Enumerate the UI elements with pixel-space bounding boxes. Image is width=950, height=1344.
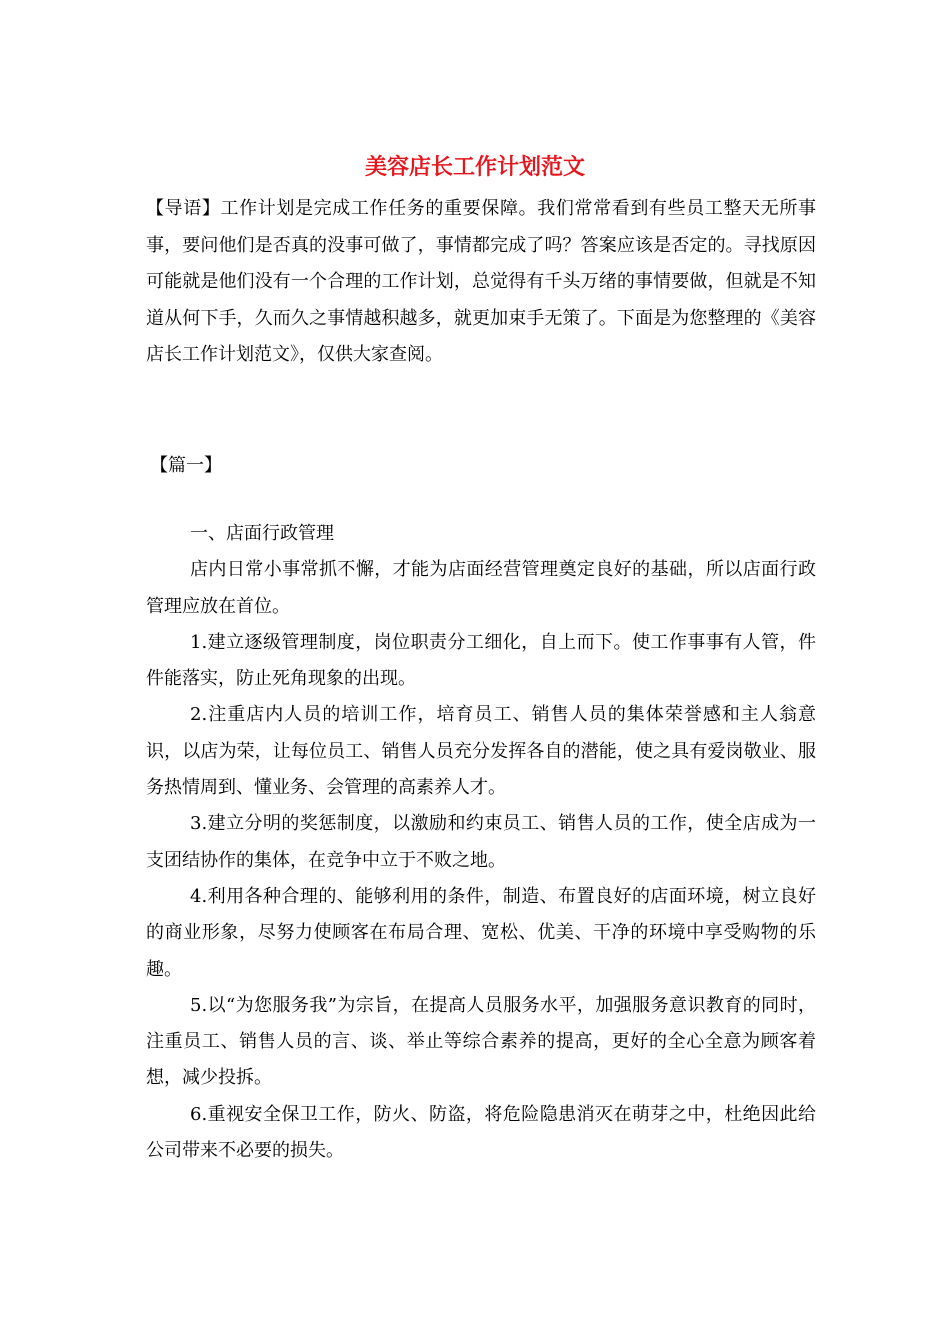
section-heading: 一、店面行政管理 [190, 523, 334, 544]
list-item: 2.注重店内人员的培训工作，培育员工、销售人员的集体荣誉感和主人翁意识，以店为荣，让每位员工、销售人员充分发挥各自的潜能，使之具有爱岗敬业、服务热情周到、懂业务、会管理的高素养人才。 [146, 704, 816, 799]
section-label: 【篇一】 [150, 455, 222, 476]
intro-paragraph: 【导语】工作计划是完成工作任务的重要保障。我们常常看到有些员工整天无所事事，要问他们是否真的没事可做了，事情都完成了吗？答案应该是否定的。寻找原因可能就是他们没有一个合理的工作计划，总觉得有千头万绪的事情要做，但就是不知道从何下手，久而久之事情越积越多，就更加束手无策了。下面是为您整理的《美容店长工作计划范文》，仅供大家查阅。 [146, 198, 816, 365]
body-paragraph: 店内日常小事常抓不懈，才能为店面经营管理奠定良好的基础，所以店面行政管理应放在首位。 [146, 559, 816, 617]
list-item: 6.重视安全保卫工作，防火、防盗，将危险隐患消灭在萌芽之中，杜绝因此给公司带来不必要的损失。 [146, 1103, 816, 1162]
list-item: 3.建立分明的奖惩制度，以激励和约束员工、销售人员的工作，使全店成为一支团结协作的集体，在竞争中立于不败之地。 [146, 813, 816, 871]
document-title: 美容店长工作计划范文 [364, 154, 585, 180]
list-item: 1.建立逐级管理制度，岗位职责分工细化，自上而下。使工作事事有人管，件件能落实，防止死角现象的出现。 [146, 631, 816, 690]
body-text [146, 516, 816, 1169]
list-item: 5.以“为您服务我”为宗旨，在提高人员服务水平，加强服务意识教育的同时，注重员工、销售人员的言、谈、举止等综合素养的提高，更好的全心全意为顾客着想，减少投拆。 [146, 994, 816, 1089]
list-item: 4.利用各种合理的、能够利用的条件，制造、布置良好的店面环境，树立良好的商业形象，尽努力使顾客在布局合理、宽松、优美、干净的环境中享受购物的乐趣。 [146, 885, 816, 980]
